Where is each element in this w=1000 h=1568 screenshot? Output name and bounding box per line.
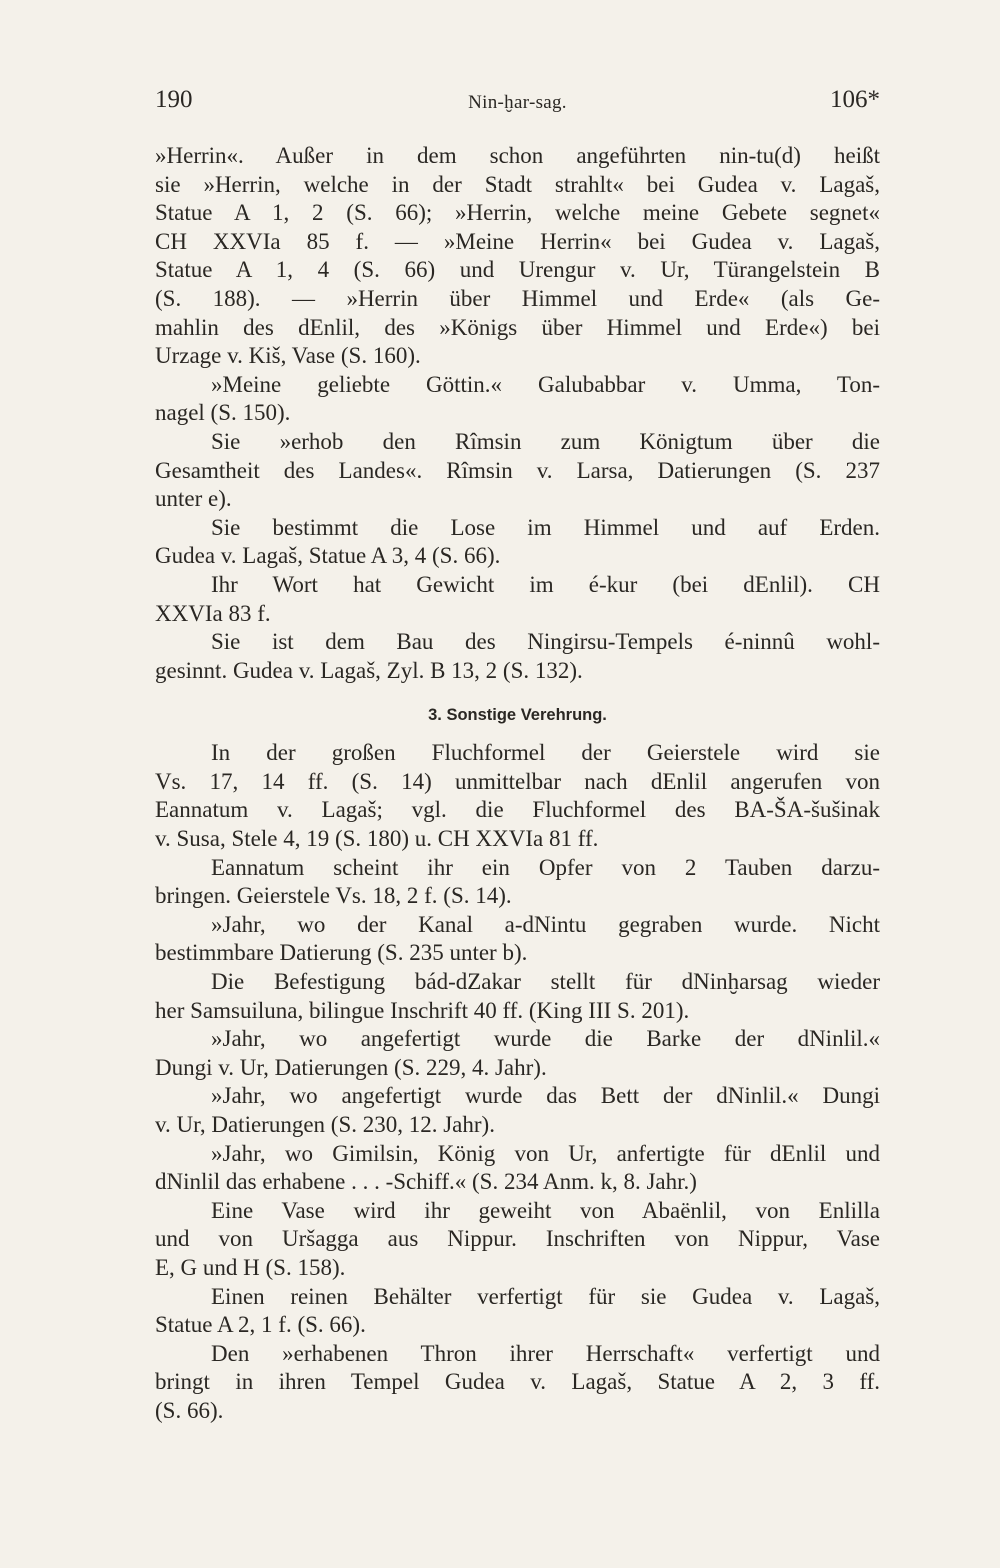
text-line: Urzage v. Kiš, Vase (S. 160).	[155, 343, 421, 369]
page-header	[155, 86, 880, 122]
text-line: Sie ist dem Bau des Ningirsu-Tempels é-ninnû wohl-	[211, 629, 880, 655]
text-line: unter e).	[155, 486, 232, 512]
text-line: E, G und H (S. 158).	[155, 1254, 346, 1280]
text-line: Sie bestimmt die Lose im Himmel und auf Erden.	[211, 514, 880, 540]
text-line: nagel (S. 150).	[155, 400, 291, 426]
text-line: bringt in ihren Tempel Gudea v. Lagaš, Statue A 2, 3 ff.	[155, 1369, 880, 1395]
text-line: »Meine geliebte Göttin.« Galubabbar v. Umma, Ton-	[211, 371, 880, 397]
text-line: bringen. Geierstele Vs. 18, 2 f. (S. 14).	[155, 883, 512, 909]
text-line: Einen reinen Behälter verfertigt für sie Gudea v. Lagaš,	[211, 1283, 880, 1309]
text-line: »Jahr, wo angefertigt wurde die Barke der dNinlil.«	[211, 1026, 880, 1052]
text-body	[155, 142, 880, 1426]
section-page-number: 106*	[830, 86, 880, 113]
text-line: Gesamtheit des Landes«. Rîmsin v. Larsa, Datierungen (S. 237	[155, 457, 880, 483]
text-line: Statue A 2, 1 f. (S. 66).	[155, 1312, 366, 1338]
text-line: Eannatum v. Lagaš; vgl. die Fluchformel des BA-ŠA-šušinak	[155, 797, 880, 823]
text-line: gesinnt. Gudea v. Lagaš, Zyl. B 13, 2 (S. 132).	[155, 657, 583, 683]
text-line: Die Befestigung bád-dZakar stellt für dNinḫarsag wieder	[211, 969, 880, 995]
text-line: Gudea v. Lagaš, Statue A 3, 4 (S. 66).	[155, 543, 501, 569]
running-title: Nin-ḫar-sag.	[468, 92, 567, 113]
section-heading: 3. Sonstige Verehrung.	[428, 706, 607, 725]
text-line: CH XXVIa 85 f. — »Meine Herrin« bei Gudea v. Lagaš,	[155, 228, 880, 254]
text-line: sie »Herrin, welche in der Stadt strahlt« bei Gudea v. Lagaš,	[155, 171, 880, 197]
text-line: mahlin des dEnlil, des »Königs über Himmel und Erde«) bei	[155, 314, 880, 340]
text-line: »Jahr, wo der Kanal a-dNintu gegraben wurde. Nicht	[211, 911, 880, 937]
text-line: XXVIa 83 f.	[155, 600, 271, 626]
text-line: (S. 66).	[155, 1397, 224, 1423]
text-line: »Herrin«. Außer in dem schon angeführten nin-tu(d) heißt	[155, 143, 880, 168]
text-line: Statue A 1, 4 (S. 66) und Urengur v. Ur, Türangelstein B	[155, 257, 880, 283]
text-line: »Jahr, wo Gimilsin, König von Ur, anfertigte für dEnlil und	[211, 1140, 880, 1166]
text-line: In der großen Fluchformel der Geierstele wird sie	[211, 740, 880, 766]
text-line: Statue A 1, 2 (S. 66); »Herrin, welche meine Gebete segnet«	[155, 200, 880, 226]
text-line: Eannatum scheint ihr ein Opfer von 2 Tauben darzu-	[211, 854, 880, 880]
text-line: Vs. 17, 14 ff. (S. 14) unmittelbar nach dEnlil angerufen von	[155, 768, 880, 794]
text-line: und von Uršagga aus Nippur. Inschriften von Nippur, Vase	[155, 1226, 880, 1252]
text-line: Eine Vase wird ihr geweiht von Abaënlil, von Enlilla	[211, 1197, 880, 1223]
text-line: (S. 188). — »Herrin über Himmel und Erde« (als Ge-	[155, 285, 880, 311]
text-line: v. Susa, Stele 4, 19 (S. 180) u. CH XXVIa 81 ff.	[155, 826, 599, 852]
text-line: dNinlil das erhabene . . . -Schiff.« (S. 234 Anm. k, 8. Jahr.)	[155, 1169, 697, 1195]
page-number: 190	[155, 86, 193, 113]
text-line: Dungi v. Ur, Datierungen (S. 229, 4. Jahr).	[155, 1054, 547, 1080]
text-line: v. Ur, Datierungen (S. 230, 12. Jahr).	[155, 1112, 495, 1137]
text-line: Ihr Wort hat Gewicht im é-kur (bei dEnlil). CH	[211, 571, 880, 597]
text-line: her Samsuiluna, bilingue Inschrift 40 ff. (King III S. 201).	[155, 997, 690, 1023]
text-line: Den »erhabenen Thron ihrer Herrschaft« verfertigt und	[211, 1340, 880, 1366]
text-line: »Jahr, wo angefertigt wurde das Bett der dNinlil.« Dungi	[211, 1083, 880, 1109]
text-line: bestimmbare Datierung (S. 235 unter b).	[155, 940, 528, 966]
text-line: Sie »erhob den Rîmsin zum Königtum über die	[211, 428, 880, 454]
